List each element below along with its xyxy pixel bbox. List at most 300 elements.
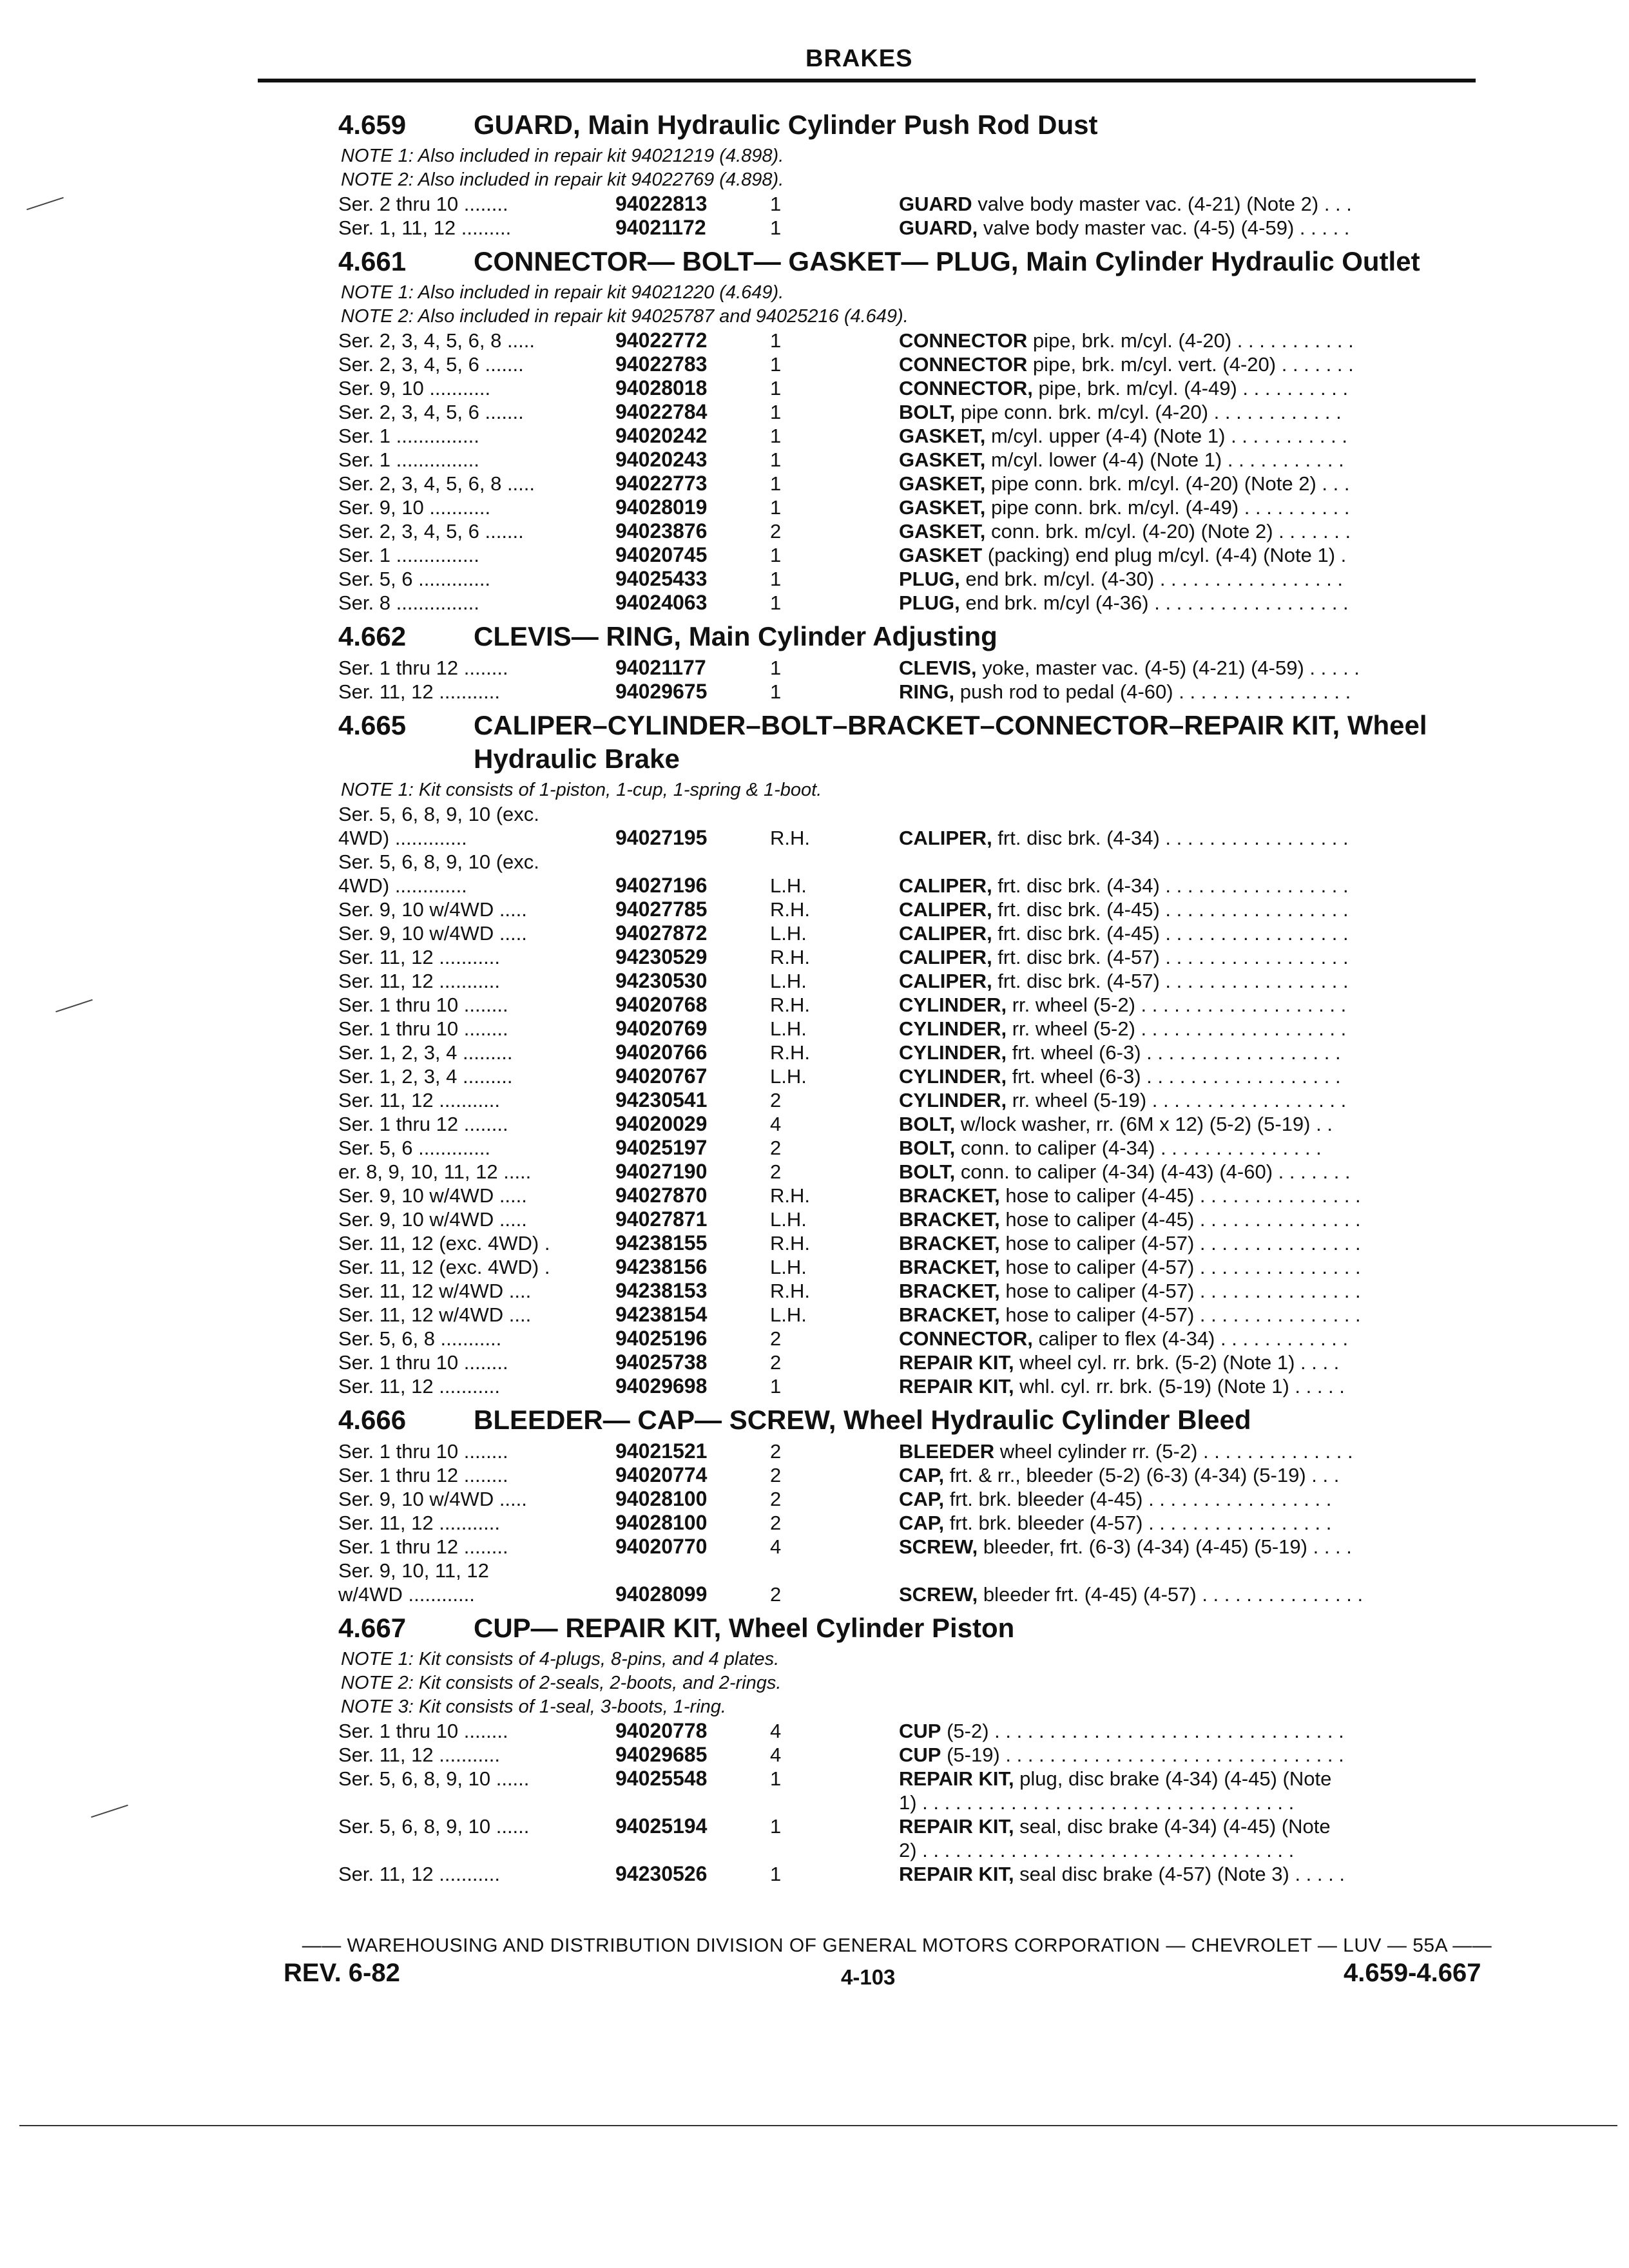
quantity: R.H. — [770, 827, 810, 849]
part-name: CAP, — [899, 1512, 945, 1534]
part-name: CALIPER, — [899, 874, 992, 897]
quantity: R.H. — [770, 1184, 810, 1207]
part-row — [338, 216, 1498, 240]
group-title: CALIPER–CYLINDER–BOLT–BRACKET–CONNECTOR–REPAIR KIT, Wheel Hydraulic Brake — [474, 710, 1427, 774]
serial-range: Ser. 9, 10 w/4WD ..... — [338, 1184, 527, 1207]
part-row — [338, 1184, 1498, 1207]
part-name: CONNECTOR, — [899, 377, 1033, 399]
quantity — [770, 1838, 899, 1862]
part-name: CYLINDER, — [899, 994, 1007, 1016]
serial-range: Ser. 2, 3, 4, 5, 6, 8 ..... — [338, 329, 535, 352]
part-row — [338, 1439, 1498, 1463]
part-row — [338, 993, 1498, 1017]
part-description — [899, 993, 1498, 1017]
part-row — [338, 1838, 1498, 1862]
part-description — [899, 1374, 1498, 1398]
part-row — [338, 192, 1498, 216]
part-number: 94022813 — [615, 192, 708, 215]
part-number: 94029675 — [615, 680, 708, 703]
part-detail: pipe, brk. m/cyl. (4-20) . . . . . . . . . . . — [1027, 329, 1354, 352]
part-number: 94020029 — [615, 1112, 708, 1135]
part-name: BRACKET, — [899, 1303, 1000, 1326]
part-detail: plug, disc brake (4-34) (4-45) (Note — [1014, 1767, 1332, 1790]
part-description — [899, 969, 1498, 993]
quantity: 1 — [770, 1767, 782, 1790]
part-number: 94025433 — [615, 567, 708, 590]
quantity: 4 — [770, 1720, 782, 1742]
quantity: R.H. — [770, 898, 810, 921]
group-note: NOTE 1: Kit consists of 1-piston, 1-cup, 1-spring & 1-boot. — [341, 780, 822, 800]
serial-range — [338, 1838, 615, 1862]
part-name: GASKET — [899, 544, 983, 566]
part-detail: bleeder, frt. (6-3) (4-34) (4-45) (5-19) . . . . — [978, 1535, 1352, 1558]
part-description — [899, 1184, 1498, 1207]
part-name: CALIPER, — [899, 827, 992, 849]
serial-range: Ser. 11, 12 ........... — [338, 970, 500, 992]
part-row — [338, 1862, 1498, 1886]
part-description — [899, 656, 1498, 680]
part-number: 94020770 — [615, 1535, 708, 1558]
part-detail: conn. brk. m/cyl. (4-20) (Note 2) . . . . . . . — [985, 520, 1351, 543]
part-number: 94028100 — [615, 1511, 708, 1534]
part-description — [899, 1535, 1498, 1559]
part-detail: end brk. m/cyl (4-36) . . . . . . . . . . . . . . . . . . — [959, 591, 1349, 614]
part-row — [338, 826, 1498, 850]
serial-range: Ser. 5, 6, 8, 9, 10 (exc. — [338, 803, 539, 825]
part-description — [899, 1463, 1498, 1487]
quantity: L.H. — [770, 1017, 807, 1040]
part-detail: bleeder frt. (4-45) (4-57) . . . . . . . . . . . . . . . — [978, 1583, 1364, 1606]
part-name: PLUG, — [899, 568, 960, 590]
part-detail: (packing) end plug m/cyl. (4-4) (Note 1) . — [982, 544, 1347, 566]
part-number: 94027785 — [615, 898, 708, 921]
part-number — [615, 1838, 770, 1862]
footer-page-number: 4-103 — [841, 1965, 896, 1989]
footer-publisher-line: —— WAREHOUSING AND DISTRIBUTION DIVISION OF GENERAL MOTORS CORPORATION — CHEVROLET — LUV — 55A —— — [302, 1935, 1492, 1956]
part-description — [899, 1719, 1498, 1743]
part-name: BOLT, — [899, 1113, 956, 1135]
part-description — [899, 1207, 1498, 1231]
group-note: NOTE 2: Kit consists of 2-seals, 2-boots, and 2-rings. — [341, 1673, 782, 1693]
part-row — [338, 1088, 1498, 1112]
part-number: 94020767 — [615, 1064, 708, 1088]
quantity: R.H. — [770, 1041, 810, 1064]
part-name: GASKET, — [899, 425, 986, 447]
part-name: BOLT, — [899, 401, 956, 423]
group-title: CONNECTOR— BOLT— GASKET— PLUG, Main Cylinder Hydraulic Outlet — [474, 246, 1420, 276]
part-row — [338, 1487, 1498, 1511]
part-description — [899, 448, 1498, 472]
part-name: REPAIR KIT, — [899, 1351, 1014, 1374]
part-row — [338, 1255, 1498, 1279]
quantity: 2 — [770, 1583, 782, 1606]
part-name: CYLINDER, — [899, 1041, 1007, 1064]
serial-range: Ser. 1 thru 12 ........ — [338, 1535, 508, 1558]
part-number: 94028099 — [615, 1582, 708, 1606]
part-row — [338, 472, 1498, 495]
quantity: 2 — [770, 1351, 782, 1374]
part-description — [899, 192, 1498, 216]
serial-range: 4WD) ............. — [338, 874, 467, 897]
part-detail: frt. disc brk. (4-45) . . . . . . . . . . . . . . . . . — [992, 898, 1349, 921]
serial-range: Ser. 11, 12 (exc. 4WD) . — [338, 1256, 550, 1278]
quantity: L.H. — [770, 970, 807, 992]
part-description — [899, 1160, 1498, 1184]
part-description — [899, 1327, 1498, 1350]
group-heading — [338, 709, 1498, 776]
part-number — [615, 802, 770, 826]
serial-range: Ser. 1 thru 10 ........ — [338, 1440, 508, 1463]
quantity: 1 — [770, 448, 782, 471]
quantity: 1 — [770, 1815, 782, 1838]
part-description — [899, 1350, 1498, 1374]
part-number: 94022773 — [615, 472, 708, 495]
quantity: L.H. — [770, 922, 807, 945]
quantity: 2 — [770, 1089, 782, 1111]
part-description — [899, 1303, 1498, 1327]
part-detail: frt. wheel (6-3) . . . . . . . . . . . . . . . . . . — [1007, 1065, 1341, 1088]
serial-range: Ser. 8 ............... — [338, 591, 479, 614]
part-detail: hose to caliper (4-57) . . . . . . . . . . . . . . . — [999, 1232, 1361, 1254]
part-number: 94027870 — [615, 1184, 708, 1207]
part-row — [338, 1767, 1498, 1791]
part-description — [899, 945, 1498, 969]
part-number: 94027190 — [615, 1160, 708, 1183]
part-row — [338, 945, 1498, 969]
group-title: BLEEDER— CAP— SCREW, Wheel Hydraulic Cylinder Bleed — [474, 1405, 1251, 1435]
part-description — [899, 591, 1498, 615]
quantity: 1 — [770, 568, 782, 590]
part-number: 94020778 — [615, 1719, 708, 1742]
part-detail: valve body master vac. (4-21) (Note 2) . . . — [972, 193, 1352, 215]
part-row — [338, 874, 1498, 898]
serial-range: Ser. 11, 12 ........... — [338, 1089, 500, 1111]
footer-revision: REV. 6-82 — [284, 1959, 400, 1987]
part-description — [899, 1862, 1498, 1886]
part-row — [338, 1582, 1498, 1606]
part-name: BRACKET, — [899, 1232, 1000, 1254]
part-detail: hose to caliper (4-57) . . . . . . . . . . . . . . . — [999, 1303, 1361, 1326]
part-number: 94025197 — [615, 1136, 708, 1159]
part-number: 94025548 — [615, 1767, 708, 1790]
part-name: CYLINDER, — [899, 1089, 1007, 1111]
quantity — [770, 802, 899, 826]
part-name: GUARD, — [899, 216, 978, 239]
part-description — [899, 400, 1498, 424]
serial-range: Ser. 9, 10 w/4WD ..... — [338, 1208, 527, 1231]
part-name: REPAIR KIT, — [899, 1815, 1014, 1838]
part-detail: (5-19) . . . . . . . . . . . . . . . . . . . . . . . . . . . . . . . — [941, 1744, 1344, 1766]
part-detail: frt. & rr., bleeder (5-2) (6-3) (4-34) (5-19) . . . — [944, 1464, 1340, 1486]
part-row — [338, 656, 1498, 680]
part-row — [338, 1041, 1498, 1064]
quantity: 1 — [770, 377, 782, 399]
serial-range: er. 8, 9, 10, 11, 12 ..... — [338, 1160, 532, 1183]
part-description — [899, 1112, 1498, 1136]
part-name: REPAIR KIT, — [899, 1375, 1014, 1398]
part-number: 94238155 — [615, 1231, 708, 1254]
part-number — [615, 1559, 770, 1582]
part-name: GASKET, — [899, 472, 986, 495]
part-description — [899, 472, 1498, 495]
part-row — [338, 1814, 1498, 1838]
serial-range: Ser. 5, 6 ............. — [338, 1137, 491, 1159]
part-detail: pipe, brk. m/cyl. (4-49) . . . . . . . . . . — [1032, 377, 1349, 399]
part-number: 94023876 — [615, 519, 708, 543]
catalog-group — [338, 620, 1498, 704]
serial-range: Ser. 11, 12 w/4WD .... — [338, 1303, 532, 1326]
part-name: CALIPER, — [899, 970, 992, 992]
part-number: 94021172 — [615, 216, 706, 239]
quantity: 1 — [770, 544, 782, 566]
part-description — [899, 1017, 1498, 1041]
part-name: BOLT, — [899, 1160, 956, 1183]
group-heading — [338, 1403, 1498, 1437]
quantity: 1 — [770, 193, 782, 215]
part-description — [899, 519, 1498, 543]
quantity: L.H. — [770, 1065, 807, 1088]
part-row — [338, 591, 1498, 615]
part-name: GASKET, — [899, 520, 986, 543]
serial-range: Ser. 1 thru 10 ........ — [338, 994, 508, 1016]
part-number: 94020769 — [615, 1017, 708, 1040]
part-name: REPAIR KIT, — [899, 1863, 1014, 1885]
group-number: 4.661 — [338, 246, 407, 276]
part-name: CYLINDER, — [899, 1065, 1007, 1088]
group-number: 4.667 — [338, 1613, 407, 1643]
quantity: R.H. — [770, 1232, 810, 1254]
part-number: 94020243 — [615, 448, 708, 471]
part-name: CALIPER, — [899, 922, 992, 945]
part-detail: pipe conn. brk. m/cyl. (4-49) . . . . . . . . . . — [985, 496, 1350, 519]
part-detail: seal, disc brake (4-34) (4-45) (Note — [1014, 1815, 1331, 1838]
part-description — [899, 1814, 1498, 1838]
part-detail: seal disc brake (4-57) (Note 3) . . . . . — [1014, 1863, 1345, 1885]
part-number: 94020242 — [615, 424, 708, 447]
part-number: 94020766 — [615, 1041, 708, 1064]
part-description — [899, 1231, 1498, 1255]
part-number: 94027872 — [615, 921, 708, 945]
serial-range: Ser. 5, 6, 8, 9, 10 (exc. — [338, 850, 539, 873]
part-description — [899, 802, 1498, 826]
serial-range: Ser. 11, 12 ........... — [338, 680, 500, 703]
part-name: GASKET, — [899, 448, 986, 471]
part-description — [899, 1487, 1498, 1511]
serial-range: w/4WD ............ — [338, 1583, 475, 1606]
part-description — [899, 1511, 1498, 1535]
quantity: L.H. — [770, 874, 807, 897]
serial-range: Ser. 2 thru 10 ........ — [338, 193, 508, 215]
serial-range: Ser. 1 thru 10 ........ — [338, 1720, 508, 1742]
part-number: 94028019 — [615, 495, 708, 519]
quantity: 1 — [770, 216, 782, 239]
part-number: 94027195 — [615, 826, 708, 849]
part-row — [338, 1231, 1498, 1255]
quantity: 2 — [770, 1137, 782, 1159]
part-detail: hose to caliper (4-45) . . . . . . . . . . . . . . . — [999, 1184, 1361, 1207]
bottom-rule — [19, 2125, 1617, 2126]
part-description — [899, 1041, 1498, 1064]
quantity: 2 — [770, 1512, 782, 1534]
quantity: 1 — [770, 496, 782, 519]
quantity: 2 — [770, 520, 782, 543]
part-number: 94238153 — [615, 1279, 708, 1302]
part-name: BRACKET, — [899, 1208, 1000, 1231]
serial-range: Ser. 1 thru 12 ........ — [338, 1464, 508, 1486]
part-detail: conn. to caliper (4-34) (4-43) (4-60) . . . . . . . — [955, 1160, 1351, 1183]
part-row — [338, 376, 1498, 400]
part-description — [899, 567, 1498, 591]
serial-range: Ser. 1, 2, 3, 4 ......... — [338, 1041, 513, 1064]
quantity: 1 — [770, 472, 782, 495]
part-name: RING, — [899, 680, 955, 703]
part-number: 94028100 — [615, 1487, 708, 1510]
part-description — [899, 826, 1498, 850]
part-row — [338, 1463, 1498, 1487]
quantity — [770, 1559, 899, 1582]
part-row — [338, 400, 1498, 424]
serial-range: Ser. 9, 10, 11, 12 — [338, 1559, 489, 1582]
part-number: 94022783 — [615, 352, 708, 376]
quantity: 1 — [770, 425, 782, 447]
quantity: 1 — [770, 353, 782, 376]
serial-range: Ser. 11, 12 ........... — [338, 1512, 500, 1534]
part-name: REPAIR KIT, — [899, 1767, 1014, 1790]
part-number: 94020774 — [615, 1463, 708, 1486]
part-number: 94029685 — [615, 1743, 708, 1766]
quantity: 1 — [770, 591, 782, 614]
part-name: BOLT, — [899, 1137, 956, 1159]
part-name: CONNECTOR — [899, 329, 1028, 352]
serial-range: Ser. 11, 12 ........... — [338, 1375, 500, 1398]
part-name: CALIPER, — [899, 898, 992, 921]
serial-range: Ser. 5, 6, 8 ........... — [338, 1327, 502, 1350]
serial-range: Ser. 5, 6, 8, 9, 10 ...... — [338, 1815, 530, 1838]
part-detail: frt. disc brk. (4-34) . . . . . . . . . . . . . . . . . — [992, 827, 1349, 849]
margin-mark — [91, 1805, 128, 1818]
group-heading — [338, 108, 1498, 142]
group-number: 4.665 — [338, 710, 407, 740]
part-row — [338, 1719, 1498, 1743]
part-detail: wheel cylinder rr. (5-2) . . . . . . . . . . . . . . — [994, 1440, 1353, 1463]
group-title: CUP— REPAIR KIT, Wheel Cylinder Piston — [474, 1613, 1015, 1643]
part-number: 94021177 — [615, 656, 706, 679]
part-row — [338, 1207, 1498, 1231]
quantity: L.H. — [770, 1303, 807, 1326]
serial-range: Ser. 2, 3, 4, 5, 6, 8 ..... — [338, 472, 535, 495]
part-number: 94020745 — [615, 543, 708, 566]
group-note: NOTE 2: Also included in repair kit 94025787 and 94025216 (4.649). — [341, 306, 909, 327]
part-row — [338, 519, 1498, 543]
group-heading — [338, 245, 1498, 278]
group-note: NOTE 1: Also included in repair kit 94021220 (4.649). — [341, 282, 784, 303]
part-number — [615, 1791, 770, 1814]
quantity: 1 — [770, 401, 782, 423]
margin-mark — [26, 197, 64, 210]
part-number: 94029698 — [615, 1374, 708, 1398]
quantity: R.H. — [770, 994, 810, 1016]
part-description — [899, 216, 1498, 240]
part-name: CLEVIS, — [899, 657, 977, 679]
part-number: 94230526 — [615, 1862, 708, 1885]
part-row — [338, 1535, 1498, 1559]
serial-range: Ser. 1 thru 10 ........ — [338, 1017, 508, 1040]
part-name: BLEEDER — [899, 1440, 995, 1463]
part-row — [338, 1511, 1498, 1535]
serial-range: Ser. 11, 12 ........... — [338, 1744, 500, 1766]
part-number: 94027196 — [615, 874, 708, 897]
serial-range: Ser. 2, 3, 4, 5, 6 ....... — [338, 520, 524, 543]
serial-range: Ser. 1 ............... — [338, 425, 479, 447]
part-detail: frt. disc brk. (4-34) . . . . . . . . . . . . . . . . . — [992, 874, 1349, 897]
serial-range: Ser. 2, 3, 4, 5, 6 ....... — [338, 401, 524, 423]
part-name: CONNECTOR — [899, 353, 1028, 376]
part-detail: end brk. m/cyl. (4-30) . . . . . . . . . . . . . . . . . — [959, 568, 1344, 590]
part-row — [338, 1791, 1498, 1814]
part-row — [338, 1374, 1498, 1398]
part-detail: frt. disc brk. (4-57) . . . . . . . . . . . . . . . . . — [992, 970, 1349, 992]
serial-range: Ser. 9, 10 ........... — [338, 377, 491, 399]
catalog-group — [338, 709, 1498, 1398]
part-number: 94020768 — [615, 993, 708, 1016]
serial-range: Ser. 9, 10 w/4WD ..... — [338, 898, 527, 921]
quantity: 2 — [770, 1488, 782, 1510]
group-note: NOTE 3: Kit consists of 1-seal, 3-boots, 1-ring. — [341, 1696, 726, 1717]
part-detail: hose to caliper (4-57) . . . . . . . . . . . . . . . — [999, 1256, 1361, 1278]
serial-range: Ser. 5, 6 ............. — [338, 568, 491, 590]
part-name: SCREW, — [899, 1583, 978, 1606]
group-note: NOTE 1: Also included in repair kit 94021219 (4.898). — [341, 146, 784, 166]
group-title: GUARD, Main Hydraulic Cylinder Push Rod Dust — [474, 110, 1098, 140]
margin-mark — [55, 999, 93, 1012]
part-detail: m/cyl. lower (4-4) (Note 1) . . . . . . . . . . . — [985, 448, 1344, 471]
part-row — [338, 1064, 1498, 1088]
serial-range: Ser. 11, 12 ........... — [338, 1863, 500, 1885]
part-name: BRACKET, — [899, 1280, 1000, 1302]
quantity: 2 — [770, 1440, 782, 1463]
part-row — [338, 1136, 1498, 1160]
serial-range: Ser. 1 thru 12 ........ — [338, 657, 508, 679]
part-name: CUP — [899, 1720, 941, 1742]
part-number — [615, 850, 770, 874]
part-description — [899, 874, 1498, 898]
part-detail: rr. wheel (5-19) . . . . . . . . . . . . . . . . . . — [1007, 1089, 1347, 1111]
part-row — [338, 680, 1498, 704]
part-description — [899, 352, 1498, 376]
part-name: CYLINDER, — [899, 1017, 1007, 1040]
part-description — [899, 424, 1498, 448]
catalog-group — [338, 1611, 1498, 1886]
part-detail: frt. brk. bleeder (4-45) . . . . . . . . . . . . . . . . . — [944, 1488, 1332, 1510]
serial-range: Ser. 2, 3, 4, 5, 6 ....... — [338, 353, 524, 376]
serial-range: Ser. 11, 12 w/4WD .... — [338, 1280, 532, 1302]
serial-range: Ser. 9, 10 w/4WD ..... — [338, 1488, 527, 1510]
part-description — [899, 543, 1498, 567]
part-name: CAP, — [899, 1488, 945, 1510]
part-name: CUP — [899, 1744, 941, 1766]
serial-range: 4WD) ............. — [338, 827, 467, 849]
quantity: L.H. — [770, 1208, 807, 1231]
part-number: 94025194 — [615, 1814, 708, 1838]
part-row — [338, 921, 1498, 945]
part-row — [338, 495, 1498, 519]
part-detail: rr. wheel (5-2) . . . . . . . . . . . . . . . . . . . — [1007, 994, 1347, 1016]
part-row — [338, 1160, 1498, 1184]
part-description — [899, 1136, 1498, 1160]
part-description — [899, 1838, 1498, 1862]
quantity: 1 — [770, 680, 782, 703]
group-number: 4.659 — [338, 110, 407, 140]
